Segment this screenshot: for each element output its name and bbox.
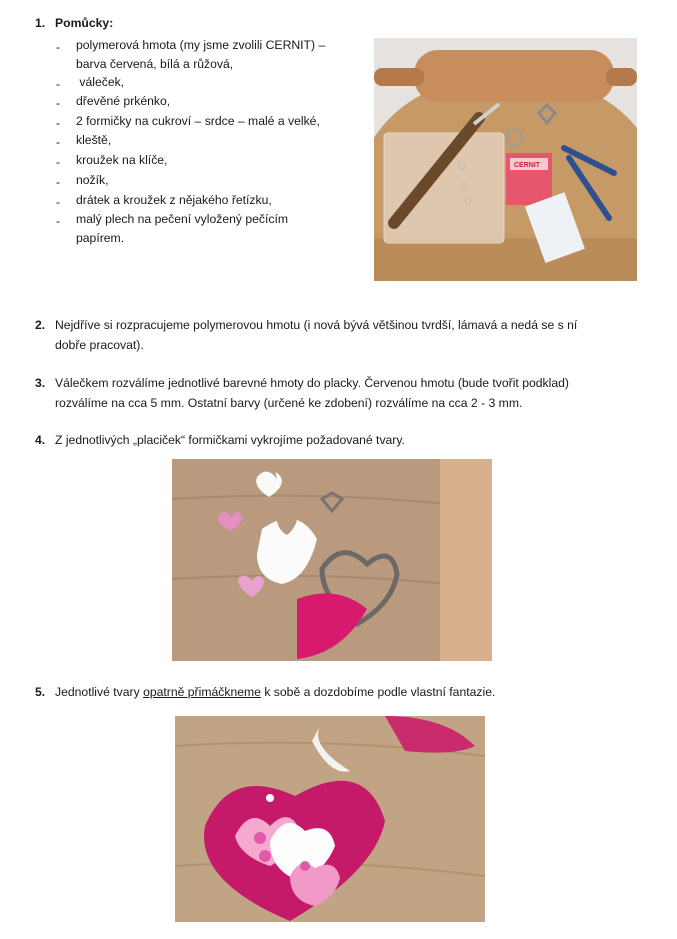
step-3-line-1: Válečkem rozválíme jednotlivé barevné hmoty do placky. Červenou hmotu (bude tvořit podklad) [55,376,569,390]
step-3-line-2: rozválíme na cca 5 mm. Ostatní barvy (určené ke zdobení) rozválíme na cca 2 - 3 mm. [55,395,523,410]
list-item: kleště, [76,133,112,147]
step-1-number: 1. [35,16,46,30]
tools-photo [374,38,637,281]
list-item: nožík, [76,173,109,187]
step-5-post: k sobě a dozdobíme podle vlastní fantazie. [260,685,496,699]
list-item: váleček, [76,75,125,89]
step-2-number: 2. [35,318,46,332]
list-item-continuation: papírem. [76,231,125,245]
list-item: polymerová hmota (my jsme zvolili CERNIT) – [76,38,326,52]
step-4-text: Z jednotlivých „placiček“ formičkami vykrojíme požadované tvary. [55,433,405,447]
cut-shapes-photo [172,459,492,661]
step-5-text [55,683,645,703]
list-dash: - [56,40,61,54]
step-4-number: 4. [35,433,46,447]
list-item: malý plech na pečení vyložený pečícím [76,212,289,226]
list-dash: - [56,155,61,169]
decorated-heart-photo [175,716,485,922]
list-item: 2 formičky na cukroví – srdce – malé a velké, [76,114,320,128]
list-dash: - [56,116,61,130]
list-item: kroužek na klíče, [76,153,168,167]
list-item: dřevěné prkénko, [76,94,171,108]
step-3-number: 3. [35,376,46,390]
step-5-pre: Jednotlivé tvary [55,685,144,699]
list-dash: - [56,77,61,91]
list-dash: - [56,214,61,228]
step-5-number: 5. [35,685,46,699]
step-3-text [55,374,645,413]
step-2-line-1: Nejdříve si rozpracujeme polymerovou hmotu (i nová bývá většinou tvrdší, lámavá a nedá se s ní [55,318,578,332]
list-dash: - [56,175,61,189]
list-item-continuation: barva červená, bílá a růžová, [76,57,234,71]
list-dash: - [56,96,61,110]
step-2-text [55,316,645,355]
list-dash: - [56,195,61,209]
step-1-title: Pomůcky: [55,16,114,30]
cernit-label: CERNIT [514,162,541,169]
step-5-underlined: opatrně přimáčkneme [143,685,261,699]
step-2-line-2: dobře pracovat). [55,337,144,352]
list-dash: - [56,135,61,149]
list-item: drátek a kroužek z nějakého řetízku, [76,193,272,207]
